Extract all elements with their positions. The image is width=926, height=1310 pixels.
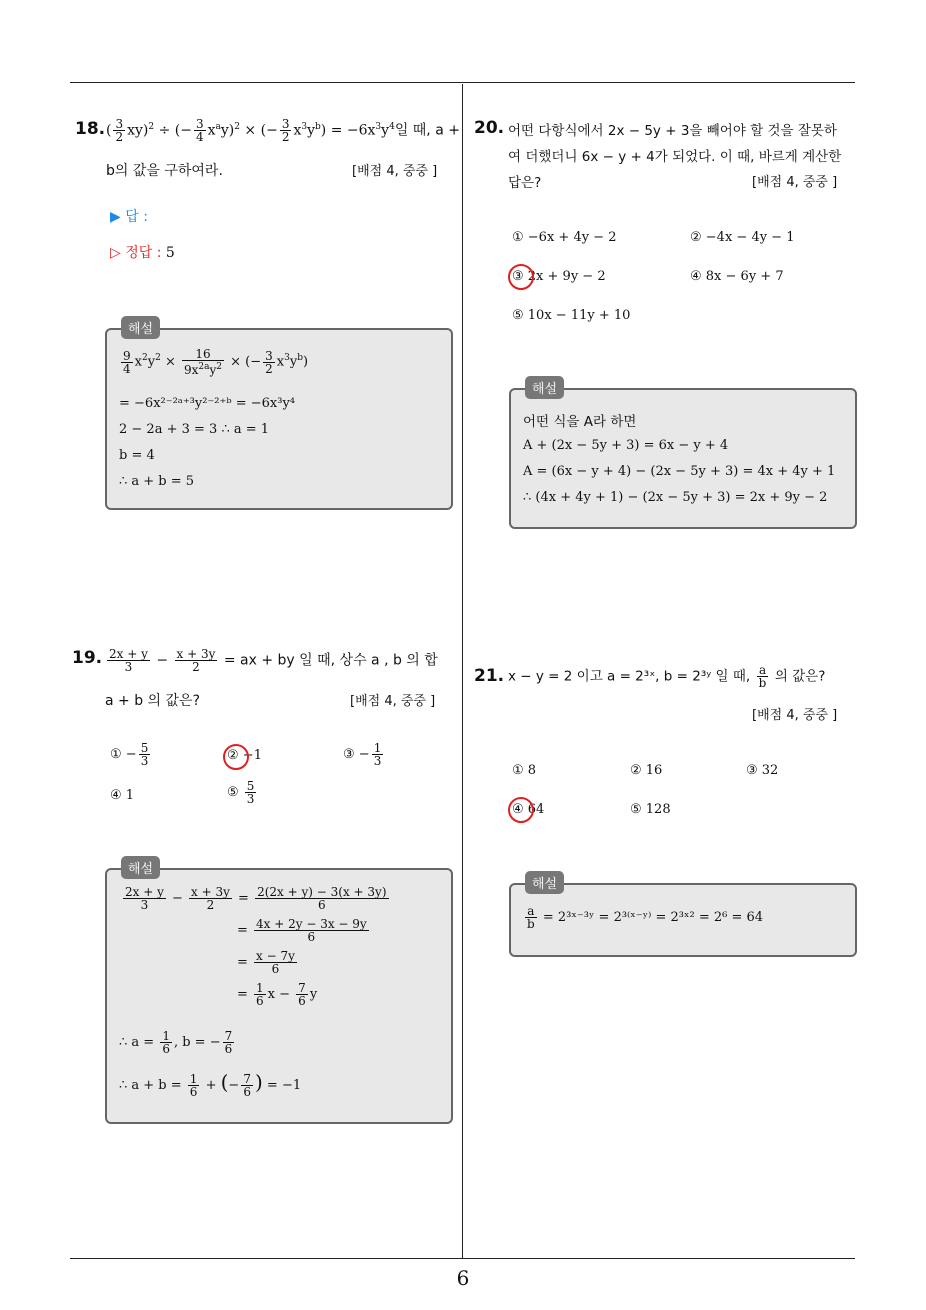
q18-sol-line4: b = 4: [119, 448, 155, 463]
q18-answer-label: ▶ 답 :: [110, 209, 148, 225]
q19-text-mid: = ax + by 일 때, 상수 a , b 의 합: [223, 652, 438, 669]
q18-solution-tag: 해설: [121, 316, 160, 339]
q19-option-1[interactable]: ① − $\frac{5}{3}$: [110, 741, 149, 768]
q19-number: 19.: [72, 648, 103, 668]
q19-sol-row1: $\frac{2x + y}{3}$ − $\frac{x + 3y}{2}$ = $\frac{2(2x + y) - 3(x + 3y)}{6}$: [125, 885, 387, 912]
q20-meta: [배점 4, 중중 ]: [752, 175, 838, 190]
q18-question: ( $\frac{3}{2}$ xy)$^2$ ÷ (− $\frac{3}{4}$ $x^ay)^2$ × (− $\frac{3}{2}$ $x^3y^b) = -6x^3y^4$일 때, a +: [106, 117, 460, 144]
q18-meta: [배점 4, 중중 ]: [352, 164, 438, 179]
q18-sol-line2: = −6x²⁻²ᵃ⁺³y²⁻²⁺ᵇ = −6x³y⁴: [119, 396, 296, 411]
q19-sol-row2: = $\frac{4x + 2y - 3x - 9y}{6}$: [237, 917, 367, 944]
q18-sol-line3: 2 − 2a + 3 = 3 ∴ a = 1: [119, 422, 270, 437]
q18-sol-line5: ∴ a + b = 5: [119, 474, 195, 489]
q19-meta: [배점 4, 중중 ]: [350, 694, 436, 709]
q20-selected-mark: [508, 264, 534, 290]
q19-sol-row5: ∴ a = $\frac{1}{6}$ , b = − $\frac{7}{6}$: [119, 1029, 233, 1056]
bottom-rule: [70, 1258, 855, 1259]
q19-option-2[interactable]: ② −1: [227, 748, 262, 763]
q20-line2: 여 더했더니 6x − y + 4가 되었다. 이 때, 바르게 계산한: [508, 149, 842, 165]
q20-sol-line4: ∴ (4x + 4y + 1) − (2x − 5y + 3) = 2x + 9y − 2: [523, 490, 828, 505]
q18-correct: [110, 242, 175, 262]
q21-option-5[interactable]: ⑤ 128: [630, 802, 671, 817]
q19-sol-row6: ∴ a + b = $\frac{1}{6}$ + (− $\frac{7}{6}$ ) = −1: [119, 1070, 302, 1099]
q21-sol-line: $\frac{a}{b}$ = 2³ˣ⁻³ʸ = 2³⁽ˣ⁻ʸ⁾ = 2³ˣ² = 2⁶ = 64: [527, 904, 764, 931]
q20-number: 20.: [474, 118, 505, 138]
q21-option-2[interactable]: ② 16: [630, 763, 663, 778]
q19-selected-mark: [223, 744, 249, 770]
q20-sol-line3: A = (6x − y + 4) − (2x − 5y + 3) = 4x + 4y + 1: [523, 464, 836, 479]
q18-correct-label: ▷ 정답 :: [110, 245, 162, 261]
q19-solution-box: [105, 868, 453, 1124]
q21-text-tail: 의 값은?: [774, 668, 826, 685]
q19-solution-tag: 해설: [121, 856, 160, 879]
q21-sol-text: = 2³ˣ⁻³ʸ = 2³⁽ˣ⁻ʸ⁾ = 2³ˣ² = 2⁶ = 64: [542, 910, 764, 925]
q20-option-5[interactable]: ⑤ 10x − 11y + 10: [512, 308, 631, 323]
q21-option-1[interactable]: ① 8: [512, 763, 537, 778]
q21-option-3[interactable]: ③ 32: [746, 763, 779, 778]
q21-selected-mark: [508, 797, 534, 823]
q21-solution-box: [509, 883, 857, 957]
column-divider: [462, 84, 463, 1258]
q20-sol-line1: 어떤 식을 A라 하면: [523, 414, 637, 430]
q19-line2: a + b 의 값은?: [105, 693, 200, 709]
q20-option-1[interactable]: ① −6x + 4y − 2: [512, 230, 617, 245]
q20-option-4[interactable]: ④ 8x − 6y + 7: [690, 269, 784, 284]
q19-question: $\frac{2x + y}{3}$ − $\frac{x + 3y}{2}$ = ax + by 일 때, 상수 a , b 의 합: [109, 647, 438, 674]
q20-line3: 답은?: [508, 175, 542, 191]
q18-line2: b의 값을 구하여라.: [106, 163, 223, 179]
q18-solution-box: [105, 328, 453, 510]
q20-option-3[interactable]: ③ 2x + 9y − 2: [512, 269, 606, 284]
q20-solution-box: [509, 388, 857, 529]
q18-text-tail: 일 때, a +: [394, 122, 460, 139]
top-rule: [70, 82, 855, 83]
q18-correct-value: 5: [165, 245, 175, 261]
q21-question: x − y = 2 이고 a = 2³ˣ, b = 2³ʸ 일 때, $\frac{a}{b}$ 의 값은?: [508, 663, 826, 690]
q21-meta: [배점 4, 중중 ]: [752, 708, 838, 723]
q20-sol-line2: A + (2x − 5y + 3) = 6x − y + 4: [523, 438, 729, 453]
q19-option-4[interactable]: ④ 1: [110, 788, 135, 803]
q21-option-4[interactable]: ④ 64: [512, 802, 545, 817]
q21-solution-tag: 해설: [525, 871, 564, 894]
q21-text: x − y = 2 이고 a = 2³ˣ, b = 2³ʸ 일 때,: [508, 668, 751, 685]
q19-sol-row3: = $\frac{x - 7y}{6}$: [237, 949, 295, 976]
q18-number: 18.: [75, 119, 106, 139]
page-number: 6: [456, 1266, 470, 1290]
q20-solution-tag: 해설: [525, 376, 564, 399]
q21-number: 21.: [474, 666, 505, 686]
q18-sol-line1: $\frac{9}{4}$ $x^2y^2$ × $\frac{16}{9x^{2a}y^2}$ × (− $\frac{3}{2}$ $x^3y^b$): [123, 347, 309, 377]
q19-sol-row4: = $\frac{1}{6}$ x − $\frac{7}{6}$ y: [237, 981, 318, 1008]
q20-line1: 어떤 다항식에서 2x − 5y + 3을 빼어야 할 것을 잘못하: [508, 123, 837, 139]
q20-option-2[interactable]: ② −4x − 4y − 1: [690, 230, 795, 245]
q19-option-5[interactable]: ⑤ $\frac{5}{3}$: [227, 779, 255, 806]
q19-option-3[interactable]: ③ − $\frac{1}{3}$: [343, 741, 382, 768]
